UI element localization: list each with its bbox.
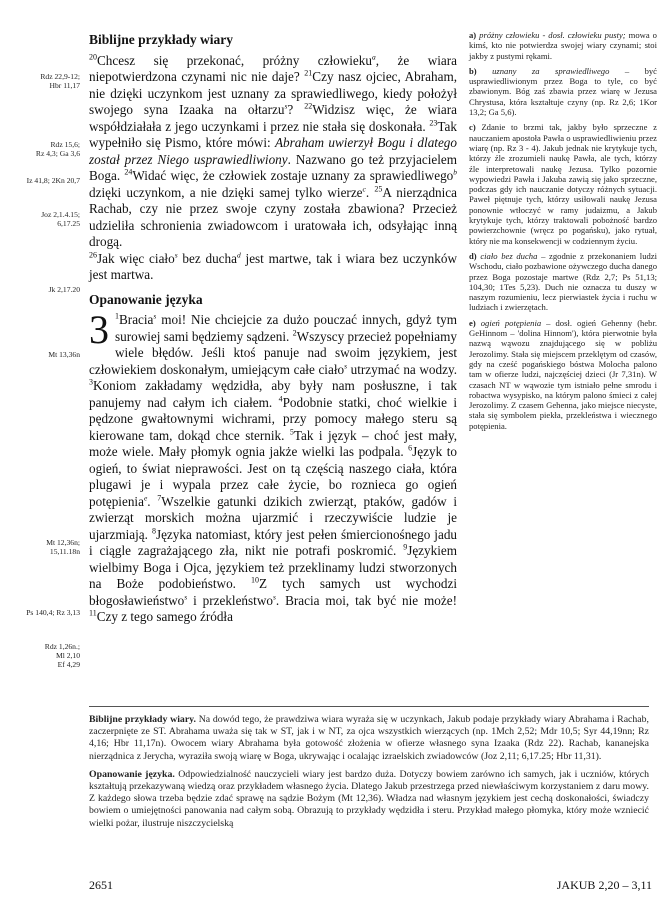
commentary-divider xyxy=(89,706,649,707)
margin-ref: Mt 13,36n xyxy=(48,350,80,359)
margin-ref: Ps 140,4; Rz 3,13 xyxy=(26,608,80,617)
margin-ref: Rdz 15,6; Rz 4,3; Ga 3,6 xyxy=(35,140,80,158)
main-text-column xyxy=(89,30,457,626)
footnote-d: d) ciało bez ducha – zgodnie z przekonaniem ludzi Wschodu, ciało pozbawione ożywczego ducha danego przez Boga pozostaje martwe (Rdz 2,7; Ps 51,13; 104,30; 1Tes 5,23). Duch nie oznacza tu duszy w naszym rozumieniu, lecz pierwiastek życia i ruchu w ludziach i zwierzętach. xyxy=(469,250,657,313)
margin-ref: Iz 41,8; 2Kn 20,7 xyxy=(26,176,80,185)
page-number: 2651 xyxy=(89,878,113,892)
section-title-faith: Biblijne przykłady wiary xyxy=(89,32,234,47)
footnote-e: e) ogień potępienia – dosł. ogień Gehenny (hebr. GeHinnom – 'dolina Hinnom'), która pierwotnie była nazwą wąwozu znajdującego się w pobliżu Jerozolimy. Stała się miejscem przeklętym od czasów, gdy na cześć pogańskiego bóstwa Molocha palono tam w ofierze ludzi, najczęściej dzieci (Jr 7,31n). W czasach NT w wąwozie tym istniało pełne smrodu i robactwa wysypisko, na którym palono śmieci z całej Jerozolimy. Z czasem Gehenna, jako miejsce niecyste, stała się symbolem piekła, przekleństwa i wiecznego potępienia. xyxy=(469,317,657,431)
commentary-tongue: Opanowanie języka. Odpowiedzialność nauczycieli wiary jest bardzo duża. Dotyczy bowiem zarówno ich samych, jak i uczniów, których kształtują przekazywaną wiedzą oraz przykładem własnego życia. Dlatego Jakub przestrzega przed niewłaściwym korzystaniem z daru mowy. Z każdego słowa trzeba będzie zdać sprawę na sądzie Bożym (Mt 12,36). Władza nad własnym językiem jest cechą doskonałości, świadczy bowiem o umiejętności panowania nad całym sobą. Obrazują to przykłady wędzidła i steru. Przykład małego płomyka, który może wzniecić wielki pożar, ilustruje niszczycielską xyxy=(89,768,649,829)
footnote-c: c) Zdanie to brzmi tak, jakby było sprzeczne z nauczaniem apostoła Pawła o usprawiedliwieniu przez wiarę (np. Rz 3 - 4). Jakub jednak nie krytykuje tych, którzy źle zrozumieli naukę Pawła, ale tych, którzy źle interpretowali naukę Jezusa. Tylko pozornie wypowiedzi Pawła i Jakuba zawią się jako sprzeczne, podczas gdy ich nauczanie dotyczy różnych sytuacji. Paweł piętnuje tych, którzy usiłowali naukę Jezusa ponownie wtłoczyć w ramy judaizmu, a Jakub krytykuje tych, którzy traktowali pobożność bardzo powierzchownie (wręcz po pogańsku), jako rytuał, który nie ma konsekwencji w codziennym życiu. xyxy=(469,122,657,246)
section-title-tongue: Opanowanie języka xyxy=(89,291,203,307)
footnote-b: b) uznany za sprawiedliwego – być usprawiedliwionym przez Boga to tyle, co być zbawionym. Bóg zaś zbawia przez wiarę w Jezusa Chrystusa, która kształtuje czyny (np. Rz 2,6; 1Kor 13,2; Ga 5,6). xyxy=(469,65,657,118)
margin-ref: Rdz 22,9-12; Hbr 11,17 xyxy=(40,72,80,90)
commentary-faith: Biblijne przykłady wiary. Na dowód tego, że prawdziwa wiara wyraża się w uczynkach, Jakub podaje przykłady wiary Abrahama i Rachab, zaczerpnięte ze ST. Abrahama uważa się tak w ST, jak i w NT, za ojca wszystkich wierzących (np. 1Mch 2,52; Mdr 10,5; Syr 44,19nn; Rz 4,16; Hbr 11,17n). Owocem wiary Abrahama była gotowość złożenia w ofierze własnego syna Izaaka (Rdz 22). Rachab, kananejska nierządnica z Jerycha, wyraziła swoją wiarę w Boga, ukrywając i ocalając izraelskich zwiadowców (Joz 2,11; 6,17.25; Hbr 11,31). xyxy=(89,714,649,762)
footnotes-column xyxy=(469,30,657,436)
verse-block-2: $^{20}$Chcesz się przekonać, próżny człowieku$^a$, że wiara niepotwierdzona czynami nic nie daje? $^{21}$Czy nasz ojciec, Abraham, nie dzięki uczynkom jest uznany za sprawiedliwego, kiedy położył swojego syna Izaaka na ołtarzu$^s$? $^{22}$Widzisz więc, że wiara współdziałała z jego uczynkami i przez nie stała się doskonała. $^{23}$Tak wypełniło się Pismo, które mówi: Abraham uwierzył Bogu i dlatego został przez Niego usprawiedliwiony. Nazwano go też przyjacielem Boga. $^{24}$Widać więc, że człowiek zostaje uznany za sprawiedliwego$^b$ dzięki uczynkom, a nie dzięki samej tylko wierze$^c$. $^{25}$A nierządnica Rachab, czy nie przez swoje czyny została zbawiona? Przecież udzieliła schronienia zwiadowcom i uratowała ich, odsyłając inną drogą. xyxy=(89,52,458,249)
running-head: JAKUB 2,20 – 3,11 xyxy=(556,878,652,892)
margin-ref: Mt 12,36n; 15,11.18n xyxy=(46,538,80,556)
verse-block-3: 3 $^1$Bracia$^s$ moi! Nie chciejcie za dużo pouczać innych, gdyż tym surowiej sami będziemy sądzeni. $^2$Wszyscy przecież popełniamy wiele błędów. Jeśli ktoś panuje nad swoim językiem, jest człowiekiem doskonałym, umiejącym całe ciało$^s$ utrzymać na wodzy. $^3$Koniom zakładamy wędzidła, aby były nam posłuszne, i tak panujemy nad całym ich ciałem. $^4$Podobnie statki, choć wielkie i pędzone gwałtownymi wichrami, przy pomocy małego steru są kierowane tam, dokąd chce sternik. $^5$Tak i język – choć jest mały, może wiele. Mały płomyk ognia jakże wielki las podpala. $^6$Język to ogień, to świat nieprawości. Jest on tą częścią naszego ciała, która plugawi je i wypala przez całe życie, bo roznieca go ogień potępienia$^e$. $^7$Wszelkie gatunki dzikich zwierząt, ptaków, gadów i zwierząt morskich można ujarzmić i rzeczywiście ludzie je ujarzmiają. $^8$Języka natomiast, który jest pełen śmiercionośnego jadu i ciągle zagrażającego zła, nikt nie potrafi poskromić. $^9$Językiem wielbimy Boga i Ojca, językiem też przeklinamy ludzi stworzonych na Boże podobieństwo. $^{10}$Z tych samych ust wychodzi błogosławieństwo$^s$ i przekleństwo$^s$. Bracia moi, tak być nie może! $^{11}$Czy z tego samego źródła xyxy=(89,307,458,624)
margin-ref: Jk 2,17.20 xyxy=(48,285,80,294)
margin-ref: Joz 2,1.4.15; 6,17.25 xyxy=(41,210,80,228)
footnote-a: a) próżny człowieku - dosł. człowieku pusty; mowa o kimś, kto nie potwierdza swojej wiary czynami; stoi jakby z pustymi rękami. xyxy=(469,30,657,61)
margin-ref: Rdz 1,26n.; Ml 2,10 Ef 4,29 xyxy=(44,642,80,669)
commentary-block xyxy=(89,714,649,836)
verse-26: $^{26}$Jak więc ciało$^s$ bez ducha$^d$ jest martwe, tak i wiara bez uczynków jest martwa. xyxy=(89,250,457,282)
chapter-number: 3 xyxy=(89,307,109,352)
